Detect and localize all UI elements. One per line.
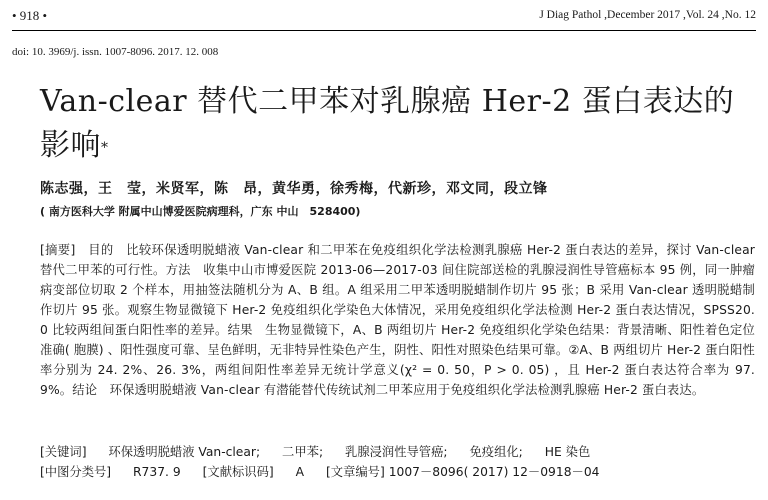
page-number: • 918 •: [12, 8, 48, 23]
abstract-text: 目的 比较环保透明脱蜡液 Van-clear 和二甲苯在免疫组织化学法检测乳腺癌 Her-2 蛋白表达的差异，探讨 Van-clear 替代二甲苯的可行性。方法 收集中山市博爱医院 2013-06—2017-03 间住院部送检的乳腺浸润性导管癌标本 95 例，同一肿瘤病变部位切取 2 个样本，用抽签法随机分为 A、B 组。A 组采用二甲苯透明脱蜡制作切片 95 张；B 采用 Van-clear 透明脱蜡制作切片 95 张。观察生物显微镜下 Her-2 免疫组织化学染色大体情况，采用免疫组织化学法检测 Her-2 蛋白表达情况，SPSS20. 0 比较两组间蛋白阳性率的差异。结果 生物显微镜下，A、B 两组切片 Her-2 免疫组织化学染色结果：背景清晰、阳性着色定位准确( 胞膜) 、阳性强度可靠、呈色鲜明，无非特异性染色产生，阴性、阳性对照染色结果可靠。②A、B 两组切片 Her-2 蛋白阳性率分别为 24. 2%、26. 3%，两组间阳性率差异无统计学意义(χ² = 0. 50，P > 0. 05) ，且 Her-2 蛋白表达符合率为 97. 9%。结论 环保透明脱蜡液 Van-clear 有潜能替代传统试剂二甲苯应用于免疫组织化学法检测乳腺癌 Her-2 蛋白表达。: [40, 243, 756, 397]
header-rule: [12, 30, 756, 31]
clc-value: R737. 9: [133, 465, 181, 479]
title-line-1: Van-clear 替代二甲苯对乳腺癌 Her-2 蛋白表达的: [40, 84, 735, 119]
running-header: [12, 8, 756, 28]
article-number-value: 1007－8096( 2017) 12－0918－04: [388, 465, 600, 479]
clc-label: [中图分类号]: [40, 465, 112, 479]
keyword-item: 二甲苯;: [282, 445, 324, 459]
doc-code-label: [文献标识码]: [202, 465, 274, 479]
author-list: 陈志强，王 莹，米贤军，陈 昂，黄华勇，徐秀梅，代新珍，邓文同，段立锋: [40, 181, 548, 197]
article-number-label: [文章编号]: [325, 465, 385, 479]
article-title: [40, 80, 740, 168]
classification-line: [40, 462, 755, 482]
keywords: [40, 442, 755, 462]
affiliation: ( 南方医科大学 附属中山博爱医院病理科，广东 中山 528400): [40, 205, 361, 218]
doi: doi: 10. 3969/j. issn. 1007-8096. 2017. 12. 008: [12, 46, 219, 58]
keyword-item: 乳腺浸润性导管癌;: [345, 445, 448, 459]
keyword-item: 免疫组化;: [469, 445, 523, 459]
title-line-2-text: 影响: [40, 128, 101, 163]
journal-citation: J Diag Pathol ,December 2017 ,Vol. 24 ,No. 12: [539, 9, 756, 21]
title-footnote-mark: *: [101, 140, 109, 156]
keyword-item: 环保透明脱蜡液 Van-clear;: [108, 445, 261, 459]
keywords-label: [关键词]: [40, 445, 87, 459]
keyword-item: HE 染色: [544, 445, 591, 459]
abstract: [40, 240, 755, 400]
title-line-2: [40, 124, 740, 168]
doc-code-value: A: [295, 465, 305, 479]
abstract-label: [摘要]: [40, 243, 76, 257]
